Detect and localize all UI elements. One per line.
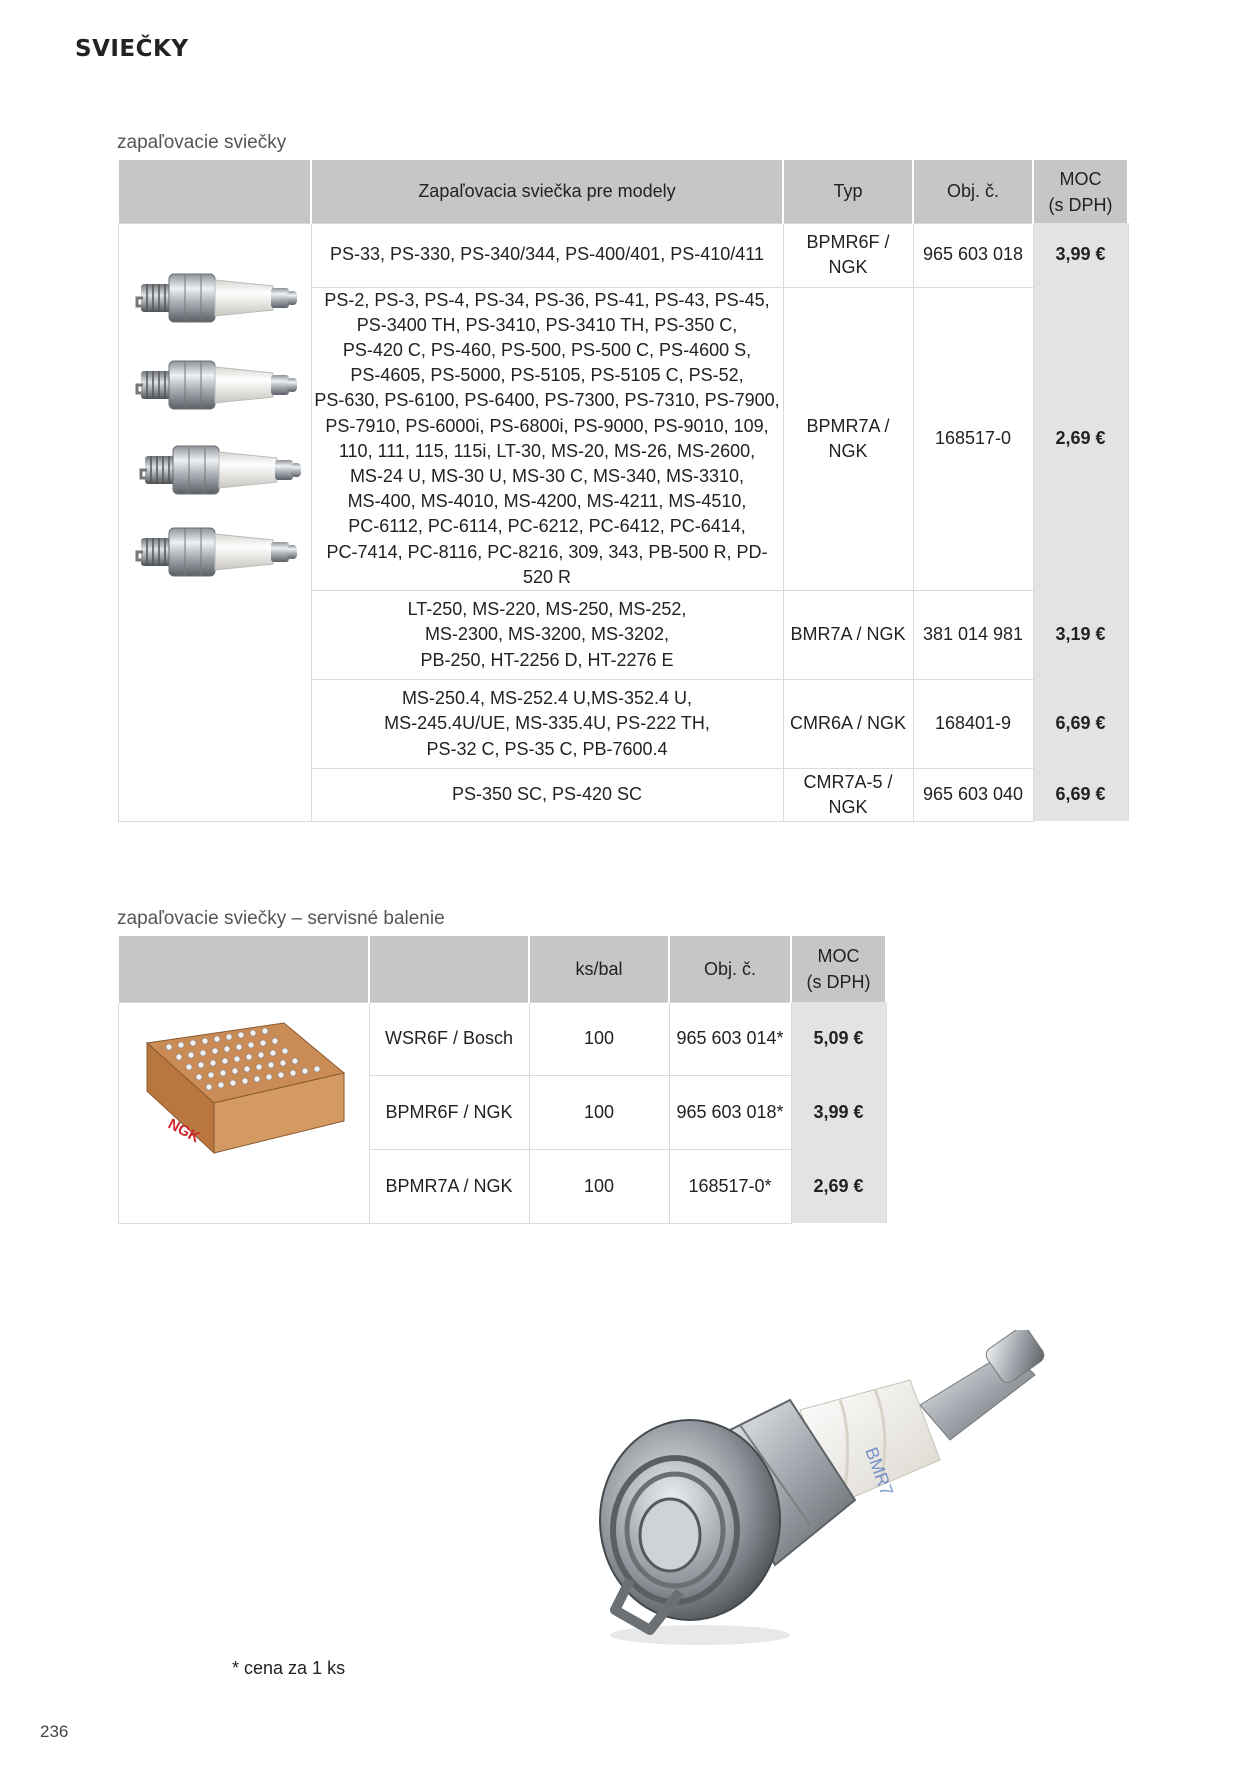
section-title-service-pack: zapaľovacie sviečky – servisné balenie [117,908,445,929]
header-quantity: ks/bal [529,936,669,1002]
type-cell: CMR6A / NGK [783,679,913,768]
order-number-cell: 965 603 014* [669,1002,791,1076]
order-number-cell: 168517-0* [669,1149,791,1223]
type-cell: CMR7A-5 / NGK [783,768,913,821]
price-cell: 3,19 € [1033,590,1128,679]
header-price-line2: (s DPH) [1048,194,1113,215]
header-image [118,160,311,223]
header-type [369,936,529,1002]
service-pack-table [117,936,887,1224]
models-cell: PS-2, PS-3, PS-4, PS-34, PS-36, PS-41, PS-43, PS-45, PS-3400 TH, PS-3410, PS-3410 TH, PS-350 C, PS-420 C, PS-460, PS-500, PS-500 C, PS-4600 S, PS-4605, PS-5000, PS-5105, PS-5105 C, PS-52, PS-630, PS-6100, PS-6400, PS-7300, PS-7310, PS-7900, PS-7910, PS-6000i, PS-6800i, PS-9000, PS-9010, 109, 110, 111, 115, 115i, LT-30, MS-20, MS-26, MS-2600, MS-24 U, MS-30 U, MS-30 C, MS-340, MS-3310, MS-400, MS-4010, MS-4200, MS-4211, MS-4510, PC-6112, PC-6114, PC-6212, PC-6412, PC-6414, PC-7414, PC-8116, PC-8216, 309, 343, PB-500 R, PD-520 R [311,287,783,590]
header-price-line1: MOC [1059,168,1102,189]
large-spark-plug-image [590,1330,1060,1660]
quantity-cell: 100 [529,1076,669,1150]
order-number-cell: 965 603 018 [913,223,1033,287]
type-cell: WSR6F / Bosch [369,1002,529,1076]
table-header-row [118,936,886,1002]
price-cell: 3,99 € [1033,223,1128,287]
order-number-cell: 168401-9 [913,679,1033,768]
models-cell: LT-250, MS-220, MS-250, MS-252, MS-2300, MS-3200, MS-3202, PB-250, HT-2256 D, HT-2276 E [311,590,783,679]
plug-marking: BMR7 [861,1444,898,1499]
table-header-row [118,160,1128,223]
page-title: SVIEČKY [75,36,189,62]
quantity-cell: 100 [529,1002,669,1076]
header-price [1033,160,1128,223]
service-box-image-cell [118,1002,369,1223]
header-image [118,936,369,1002]
type-cell: BMR7A / NGK [783,590,913,679]
header-order-number: Obj. č. [913,160,1033,223]
order-number-cell: 168517-0 [913,287,1033,590]
header-price-line1: MOC [817,946,860,966]
header-price-line2: (s DPH) [806,972,871,992]
page-number: 236 [40,1722,69,1741]
header-price [791,936,886,1002]
type-cell: BPMR7A / NGK [369,1149,529,1223]
price-cell: 5,09 € [791,1002,886,1076]
header-models: Zapaľovacia sviečka pre modely [311,160,783,223]
order-number-cell: 965 603 018* [669,1076,791,1150]
price-cell: 2,69 € [791,1149,886,1223]
footnote: * cena za 1 ks [232,1658,346,1678]
type-cell: BPMR6F / NGK [783,223,913,287]
order-number-cell: 381 014 981 [913,590,1033,679]
type-cell: BPMR6F / NGK [369,1076,529,1150]
table-row [118,223,1128,287]
ngk-logo: NGK [164,1115,203,1146]
section-title-spark-plugs: zapaľovacie sviečky [117,132,287,153]
spark-plugs-image-cell [118,223,311,821]
models-cell: PS-33, PS-330, PS-340/344, PS-400/401, PS-410/411 [311,223,783,287]
table-row [118,1002,886,1076]
models-cell: MS-250.4, MS-252.4 U,MS-352.4 U, MS-245.4U/UE, MS-335.4U, PS-222 TH, PS-32 C, PS-35 C, PB-7600.4 [311,679,783,768]
type-cell: BPMR7A / NGK [783,287,913,590]
service-box-image [119,1003,370,1216]
models-cell: PS-350 SC, PS-420 SC [311,768,783,821]
spark-plug-table [117,160,1129,822]
price-cell: 2,69 € [1033,287,1128,590]
spark-plugs-image [119,226,312,811]
order-number-cell: 965 603 040 [913,768,1033,821]
price-cell: 6,69 € [1033,768,1128,821]
price-cell: 6,69 € [1033,679,1128,768]
header-type: Typ [783,160,913,223]
price-cell: 3,99 € [791,1076,886,1150]
header-order-number: Obj. č. [669,936,791,1002]
quantity-cell: 100 [529,1149,669,1223]
